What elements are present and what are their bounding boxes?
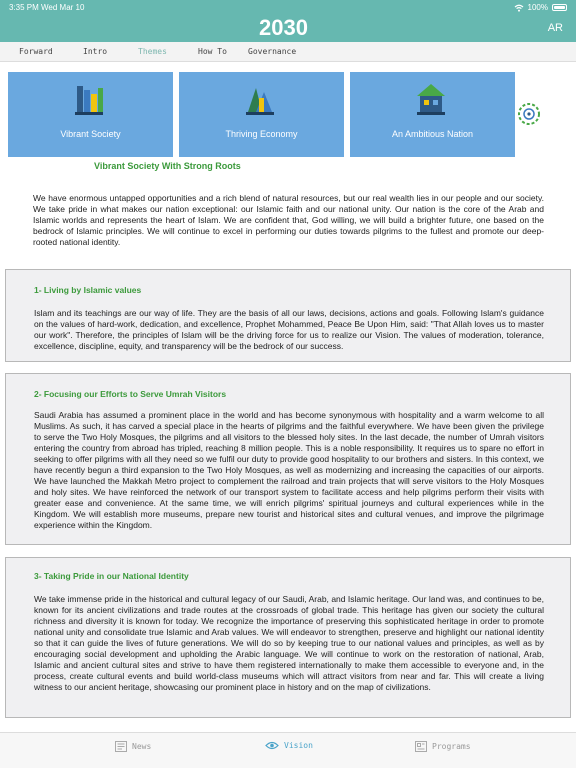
value-card: [5, 269, 571, 362]
logo-text: 2030: [259, 15, 308, 39]
value-card: [5, 557, 571, 718]
bottom-tab-bar: [0, 732, 576, 768]
tab-label: News: [132, 742, 152, 751]
card-body: Saudi Arabia has assumed a prominent place in the world and has become synonymous with hospitality and a warm welcome to all Muslims. As such, it has carved a special place in the hearts of pilgrims and the faithful everywhere. We have been given the privilege to serve the Two Holy Mosques, the pilgrims and all visitors to the blessed holy sites. In the last decade, the number of Umrah visitors entering the country from abroad has tripled, reaching 8 million people. This is a noble responsibility. It requires us to spare no effort in seeking to offer pilgrims with all they need so we fulfil our duty to provide good hospitality to our brothers and sisters. In this context, we have recently begun a third expansion to the Two Holy Mosques, as well as modernizing and increasing the capacities of our airports. We have launched the Makkah Metro project to complement the railroad and train projects that will serve visitors to the Holy Mosques and holy sites. We have reinforced the network of our transport system to facilitate access and help pilgrims perform their visits with greater ease and convenience. At the same time, we will enrich pilgrims' spiritual journeys and cultural experiences while in the Kingdom. We will establish more museums, prepare new tourist and historical sites and cultural venues, and improve the pilgrimage experience within the Kingdom.: [34, 410, 544, 530]
section-title: Vibrant Society With Strong Roots: [94, 161, 241, 171]
tab-label: Vision: [284, 741, 313, 750]
nav-themes[interactable]: Themes: [138, 47, 167, 56]
card-body: Islam and its teachings are our way of life. They are the basis of all our laws, decisions, actions and goals. Following Islam's guidance on the values of hard-work, dedication, and excellence, Prophet Mohammed, Peace Be Upon Him, said: "That Allah loves us to master our work". Therefore, the principles of Islam will be the driving force for us to realize our Vision. The values of moderation, tolerance, excellence, discipline, equity, and transparency will be the bedrock of our success.: [34, 308, 544, 351]
battery-icon: [552, 4, 567, 11]
status-indicators: [514, 3, 567, 12]
status-time: 3:35 PM Wed Mar 10: [9, 3, 85, 12]
card-title: 2- Focusing our Efforts to Serve Umrah Visitors: [34, 389, 227, 399]
vision-2030-logo: [259, 15, 317, 39]
theme-tile-vibrant-society[interactable]: [8, 72, 173, 157]
news-icon: [115, 741, 127, 752]
nav-intro[interactable]: Intro: [83, 47, 108, 56]
app-header: [0, 0, 576, 42]
card-body: We take immense pride in the historical and cultural legacy of our Saudi, Arab, and Islamic heritage. Our land was, and continues to be, known for its ancient civilizations and trade routes at the crossroads of global trade. This heritage has given our society the cultural richness and diversity it is known for today. We recognize the importance of preserving this sophisticated heritage in order to promote national unity and consolidate true Islamic and Arab values. We will endeavor to strengthen, preserve and highlight our national identity so that it can guide the lives of future generations. We will do so by keeping true to our national values and principles, as well as by encouraging social development and upholding the Arabic language. We will continue to work on the restoration of national, Arab, Islamic and ancient cultural sites and strive to have them registered internationally to make them accessible to everyone and, in the process, create cultural events and build world-class museums which will attract visitors from near and far. This will create a living witness to our ancient heritage, showcasing our prominent place in history and on the map of civilizations.: [34, 594, 544, 692]
emblem-icon: [517, 102, 541, 126]
value-card: [5, 373, 571, 545]
tab-news[interactable]: [115, 741, 151, 752]
tab-label: Programs: [432, 742, 471, 751]
tab-programs[interactable]: [415, 741, 471, 752]
nav-forward[interactable]: Forward: [19, 47, 53, 56]
tab-vision[interactable]: [265, 741, 313, 750]
language-toggle[interactable]: AR: [547, 22, 563, 34]
theme-label: An Ambitious Nation: [391, 129, 474, 139]
thriving-economy-icon: [244, 82, 276, 116]
ambitious-nation-icon: [415, 82, 447, 116]
nav-governance[interactable]: Governance: [248, 47, 297, 56]
programs-icon: [415, 741, 427, 752]
nav-how-to[interactable]: How To: [198, 47, 227, 56]
vibrant-society-icon: [73, 82, 105, 116]
card-title: 1- Living by Islamic values: [34, 285, 142, 295]
wifi-icon: [514, 4, 524, 12]
theme-label: Thriving Economy: [225, 129, 298, 139]
theme-tile-thriving-economy[interactable]: [179, 72, 344, 157]
eye-icon: [265, 741, 279, 750]
section-nav: [0, 42, 576, 62]
intro-paragraph: We have enormous untapped opportunities and a rich blend of natural resources, but our real wealth lies in our people and our society. We take pride in what makes our nation exceptional: our Islamic faith and our national unity. Our nation is the core of the Arab and Islamic worlds and represents the heart of Islam. We are confident that, God willing, we will build a brighter future, one based on the bedrock of Islamic principles. We will continue to excel in performing our duties towards pilgrims to the fullest and promote our deep-rooted national identity.: [33, 193, 544, 247]
theme-label: Vibrant Society: [60, 129, 121, 139]
battery-percent: 100%: [527, 3, 548, 12]
theme-tile-ambitious-nation[interactable]: [350, 72, 515, 157]
card-title: 3- Taking Pride in our National Identity: [34, 571, 189, 581]
